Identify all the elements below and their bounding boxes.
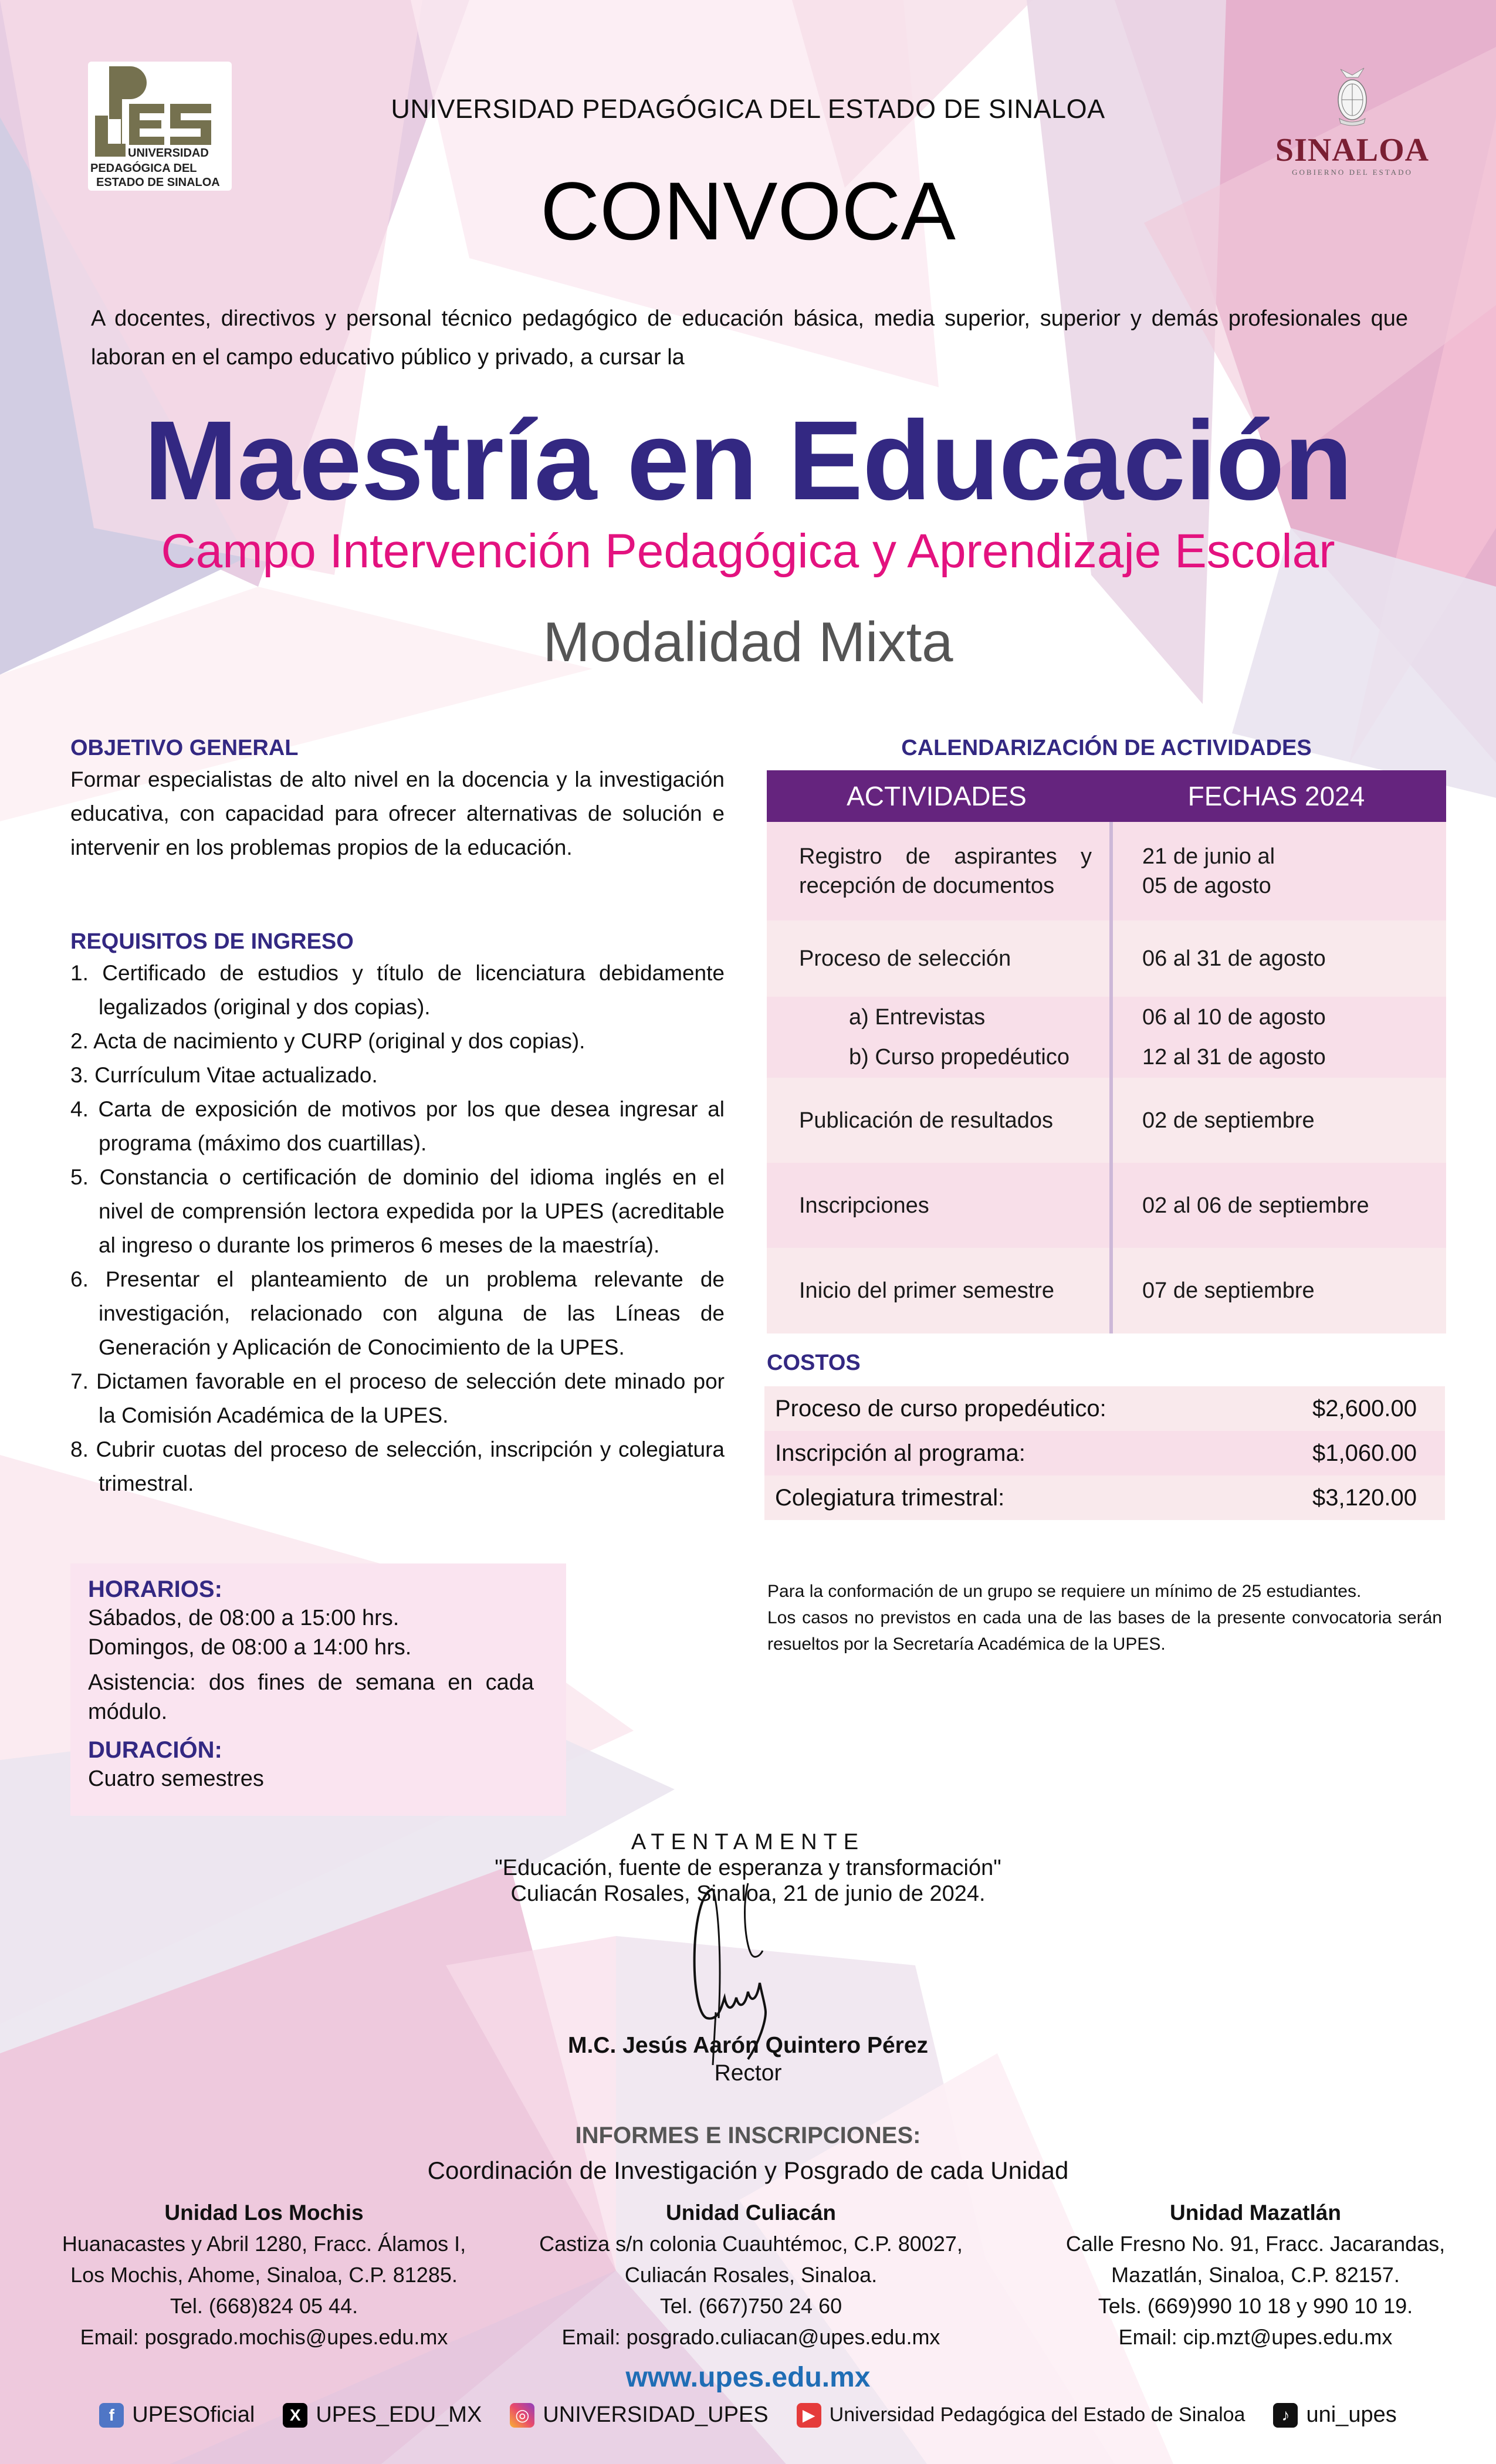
- social-links: [0, 2402, 1496, 2428]
- university-name: UNIVERSIDAD PEDAGÓGICA DEL ESTADO DE SINALOA: [391, 94, 1105, 124]
- table-row: [767, 1163, 1446, 1248]
- activity-cell: Proceso de selección: [767, 920, 1113, 997]
- horarios-duracion-box: [70, 1563, 566, 1816]
- cost-amount: $1,060.00: [1312, 1440, 1417, 1466]
- table-row: [767, 822, 1446, 920]
- unit-address: Culiacán Rosales, Sinaloa.: [624, 2263, 878, 2287]
- date-cell: [1113, 997, 1446, 1078]
- activity-cell: [767, 997, 1113, 1078]
- cost-concept: Inscripción al programa:: [775, 1440, 1025, 1466]
- program-title: Maestría en Educación: [144, 397, 1352, 523]
- unit-email[interactable]: Email: posgrado.culiacan@upes.edu.mx: [561, 2325, 940, 2349]
- social-label: UPES_EDU_MX: [316, 2402, 482, 2427]
- calendario-header-row: [767, 770, 1446, 822]
- unit-mazatlan: [1015, 2197, 1496, 2353]
- notes: [767, 1578, 1442, 1657]
- date-line: 21 de junio al: [1142, 844, 1275, 869]
- duracion-heading: DURACIÓN:: [88, 1737, 222, 1763]
- date-cell: 02 de septiembre: [1142, 1108, 1315, 1133]
- sinaloa-subtitle: GOBIERNO DEL ESTADO: [1292, 168, 1413, 177]
- sub-activity: b) Curso propedéutico: [849, 1045, 1069, 1069]
- date-line: 05 de agosto: [1142, 874, 1271, 898]
- unit-address: Mazatlán, Sinaloa, C.P. 82157.: [1111, 2263, 1400, 2287]
- place-date: Culiacán Rosales, Sinaloa, 21 de junio de 2024.: [510, 1881, 986, 1906]
- unit-culiacan: [510, 2197, 991, 2353]
- rector-name: M.C. Jesús Aarón Quintero Pérez: [567, 2033, 929, 2058]
- social-youtube[interactable]: [797, 2403, 1245, 2428]
- column-header-fechas: FECHAS 2024: [1187, 781, 1365, 811]
- asistencia-text: Asistencia: dos fines de semana en cada módulo.: [88, 1670, 534, 1724]
- table-row: [764, 1475, 1445, 1520]
- tiktok-icon: ♪: [1273, 2403, 1298, 2428]
- date-line: 06 al 10 de agosto: [1142, 1005, 1326, 1030]
- social-instagram[interactable]: [510, 2402, 768, 2428]
- table-row: [767, 997, 1446, 1078]
- instagram-icon: ◎: [510, 2403, 534, 2428]
- unit-address: Huanacastes y Abril 1280, Fracc. Álamos I,: [62, 2232, 466, 2256]
- convoca-heading: CONVOCA: [540, 165, 956, 257]
- informes-heading: INFORMES E INSCRIPCIONES:: [575, 2123, 921, 2148]
- program-subtitle: Campo Intervención Pedagógica y Aprendizaje Escolar: [161, 524, 1335, 578]
- list-item: 7. Dictamen favorable en el proceso de selección dete minado por la Comisión Académica de la UPES.: [70, 1369, 725, 1427]
- youtube-icon: ▶: [797, 2403, 821, 2428]
- unit-name: Unidad Los Mochis: [164, 2201, 364, 2225]
- list-item: 5. Constancia o certificación de dominio del idioma inglés en el nivel de comprensión lectora expedida por la UPES (acreditable al ingreso o durante los primeros 6 meses de la maestría).: [70, 1165, 725, 1257]
- unit-email[interactable]: Email: cip.mzt@upes.edu.mx: [1118, 2325, 1393, 2349]
- requisitos-section: [70, 927, 725, 1501]
- social-label: UNIVERSIDAD_UPES: [543, 2402, 769, 2427]
- cost-amount: $2,600.00: [1312, 1395, 1417, 1421]
- unit-address: Los Mochis, Ahome, Sinaloa, C.P. 81285.: [70, 2263, 458, 2287]
- unit-name: Unidad Mazatlán: [1170, 2201, 1341, 2225]
- activity-cell: Registro de aspirantes y recepción de documentos: [767, 822, 1113, 920]
- calendario-heading: CALENDARIZACIÓN DE ACTIVIDADES: [901, 736, 1312, 760]
- social-facebook[interactable]: [99, 2402, 255, 2428]
- social-label: UPESOficial: [132, 2402, 255, 2427]
- x-twitter-icon: X: [283, 2403, 307, 2428]
- activity-cell: Inscripciones: [767, 1163, 1113, 1248]
- table-row: [764, 1431, 1445, 1475]
- unit-phone: Tel. (668)824 05 44.: [170, 2294, 358, 2318]
- sinaloa-wordmark: SINALOA: [1275, 132, 1430, 168]
- table-row: [767, 1248, 1446, 1333]
- list-item: 3. Currículum Vitae actualizado.: [70, 1063, 378, 1087]
- table-row: [767, 1078, 1446, 1163]
- duracion-value: Cuatro semestres: [88, 1766, 264, 1791]
- costos-heading: COSTOS: [767, 1351, 861, 1375]
- note-minimum-students: Para la conformación de un grupo se requiere un mínimo de 25 estudiantes.: [767, 1582, 1362, 1601]
- note-unforeseen-cases: Los casos no previstos en cada una de las bases de la presente convocatoria serán resueltos por la Secretaría Académica de la UPES.: [767, 1608, 1442, 1654]
- requisitos-list: [70, 956, 725, 1501]
- date-cell: 06 al 31 de agosto: [1142, 946, 1326, 971]
- svg-text:UNIVERSIDAD: UNIVERSIDAD: [128, 147, 209, 160]
- column-header-actividades: ACTIVIDADES: [847, 781, 1027, 811]
- social-tiktok[interactable]: [1273, 2402, 1396, 2428]
- coordination-subheading: Coordinación de Investigación y Posgrado de cada Unidad: [427, 2157, 1069, 2184]
- objetivo-text: Formar especialistas de alto nivel en la docencia y la investigación educativa, con capacidad para ofrecer alternativas de solución e intervenir en los problemas propios de la educación.: [70, 767, 725, 859]
- date-cell: [1113, 822, 1446, 920]
- svg-text:PEDAGÓGICA DEL: PEDAGÓGICA DEL: [90, 162, 197, 175]
- social-label: Universidad Pedagógica del Estado de Sinaloa: [829, 2404, 1245, 2426]
- date-cell: 07 de septiembre: [1142, 1278, 1315, 1303]
- list-item: 6. Presentar el planteamiento de un problema relevante de investigación, relacionado con alguna de las Líneas de Generación y Aplicación de Conocimiento de la UPES.: [70, 1267, 725, 1359]
- unit-name: Unidad Culiacán: [666, 2201, 836, 2225]
- cost-concept: Colegiatura trimestral:: [775, 1484, 1005, 1511]
- unit-phone: Tels. (669)990 10 18 y 990 10 19.: [1098, 2294, 1413, 2318]
- website-link[interactable]: www.upes.edu.mx: [625, 2362, 871, 2393]
- objetivo-heading: OBJETIVO GENERAL: [70, 736, 299, 760]
- unit-address: Calle Fresno No. 91, Fracc. Jacarandas,: [1065, 2232, 1446, 2256]
- unit-los-mochis: [23, 2197, 505, 2353]
- unit-email[interactable]: Email: posgrado.mochis@upes.edu.mx: [80, 2325, 448, 2349]
- list-item: 8. Cubrir cuotas del proceso de selección, inscripción y colegiatura trimestral.: [70, 1437, 725, 1495]
- unit-address: Castiza s/n colonia Cuauhtémoc, C.P. 80027,: [539, 2232, 963, 2256]
- atentamente: ATENTAMENTE: [631, 1830, 865, 1854]
- cost-concept: Proceso de curso propedéutico:: [775, 1395, 1106, 1421]
- calendario-table: [767, 770, 1446, 1333]
- cost-amount: $3,120.00: [1312, 1484, 1417, 1511]
- social-x[interactable]: [283, 2402, 482, 2428]
- requisitos-heading: REQUISITOS DE INGRESO: [70, 929, 354, 954]
- social-label: uni_upes: [1306, 2402, 1397, 2427]
- svg-text:ESTADO DE SINALOA: ESTADO DE SINALOA: [96, 176, 220, 189]
- horario-domingos: Domingos, de 08:00 a 14:00 hrs.: [88, 1635, 412, 1660]
- objetivo-section: [70, 733, 725, 865]
- list-item: 1. Certificado de estudios y título de licenciatura debidamente legalizados (original y dos copias).: [70, 961, 725, 1019]
- date-line: 12 al 31 de agosto: [1142, 1045, 1326, 1069]
- table-row: [764, 1386, 1445, 1431]
- facebook-icon: f: [99, 2403, 124, 2428]
- horario-sabados: Sábados, de 08:00 a 15:00 hrs.: [88, 1606, 400, 1630]
- horarios-heading: HORARIOS:: [88, 1576, 222, 1602]
- list-item: 4. Carta de exposición de motivos por los que desea ingresar al programa (máximo dos cuartillas).: [70, 1097, 725, 1155]
- activity-cell: Publicación de resultados: [767, 1078, 1113, 1163]
- motto: "Educación, fuente de esperanza y transformación": [495, 1856, 1001, 1880]
- activity-cell: Inicio del primer semestre: [767, 1248, 1113, 1333]
- intro-paragraph: A docentes, directivos y personal técnico pedagógico de educación básica, media superior, superior y demás profesionales que laboran en el campo educativo público y privado, a cursar la: [91, 306, 1408, 370]
- sub-activity: a) Entrevistas: [849, 1005, 986, 1030]
- unit-phone: Tel. (667)750 24 60: [659, 2294, 842, 2318]
- costos-table: [764, 1386, 1445, 1520]
- list-item: 2. Acta de nacimiento y CURP (original y dos copias).: [70, 1029, 585, 1053]
- table-row: [767, 920, 1446, 997]
- date-cell: 02 al 06 de septiembre: [1142, 1193, 1369, 1218]
- program-modality: Modalidad Mixta: [543, 611, 953, 673]
- rector-title: Rector: [714, 2060, 782, 2086]
